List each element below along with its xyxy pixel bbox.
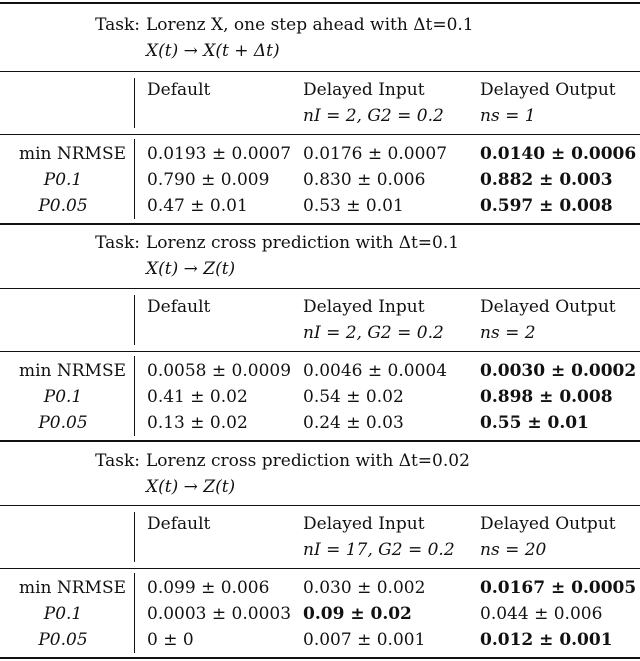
- section-1-bottom-rule: [0, 223, 640, 225]
- section-2-p01-default: 0.41 ± 0.02: [147, 387, 248, 407]
- section-3-task-title: Lorenz cross prediction with Δt=0.02: [146, 451, 470, 471]
- section-1-p005-default: 0.47 ± 0.01: [147, 196, 248, 216]
- section-2-delayed-input-header: Delayed Input: [303, 297, 425, 317]
- section-2-body-separator: [134, 356, 135, 436]
- section-1-delayed-output-params: ns = 1: [480, 106, 536, 126]
- section-2-p005-delayed-input: 0.24 ± 0.03: [303, 413, 404, 433]
- section-1-delayed-input-header: Delayed Input: [303, 80, 425, 100]
- section-3-min-nrmse-delayed-input: 0.030 ± 0.002: [303, 578, 426, 598]
- section-2-header-rule: [0, 288, 640, 289]
- top-rule: [0, 2, 640, 4]
- section-1-body-separator: [134, 139, 135, 219]
- section-3-p005-default: 0 ± 0: [147, 630, 194, 650]
- section-1-delayed-input-params: nI = 2, G2 = 0.2: [303, 106, 444, 126]
- section-2-delayed-input-params: nI = 2, G2 = 0.2: [303, 323, 444, 343]
- section-3-delayed-output-params: ns = 20: [480, 540, 547, 560]
- section-1-min-nrmse-default: 0.0193 ± 0.0007: [147, 144, 292, 164]
- section-1-p01-delayed-input: 0.830 ± 0.006: [303, 170, 426, 190]
- section-2-min-nrmse-label: min NRMSE: [18, 361, 126, 381]
- section-2-p005-delayed-output: 0.55 ± 0.01: [480, 413, 589, 433]
- section-2-header-separator: [134, 295, 135, 345]
- section-2-min-nrmse-default: 0.0058 ± 0.0009: [147, 361, 292, 381]
- section-2-default-header: Default: [147, 297, 211, 317]
- section-3-p005-delayed-input: 0.007 ± 0.001: [303, 630, 426, 650]
- section-2-min-nrmse-delayed-output: 0.0030 ± 0.0002: [480, 361, 637, 381]
- section-2-min-nrmse-delayed-input: 0.0046 ± 0.0004: [303, 361, 448, 381]
- section-1-task-formula: X(t) → X(t + Δt): [146, 41, 280, 61]
- section-3-p005-label: P0.05: [38, 630, 88, 650]
- section-1-p005-delayed-output: 0.597 ± 0.008: [480, 196, 613, 216]
- section-1-p01-label: P0.1: [43, 170, 83, 190]
- section-3-p005-delayed-output: 0.012 ± 0.001: [480, 630, 613, 650]
- section-3-p01-default: 0.0003 ± 0.0003: [147, 604, 292, 624]
- bottom-rule: [0, 657, 640, 659]
- section-3-header-rule: [0, 505, 640, 506]
- section-2-delayed-output-params: ns = 2: [480, 323, 536, 343]
- section-2-p005-label: P0.05: [38, 413, 88, 433]
- section-1-p01-delayed-output: 0.882 ± 0.003: [480, 170, 613, 190]
- section-3-column-rule: [0, 568, 640, 569]
- section-1-min-nrmse-delayed-input: 0.0176 ± 0.0007: [303, 144, 448, 164]
- section-3-task-label: Task:: [95, 451, 140, 471]
- section-1-delayed-output-header: Delayed Output: [480, 80, 616, 100]
- section-2-p01-delayed-output: 0.898 ± 0.008: [480, 387, 613, 407]
- section-2-bottom-rule: [0, 440, 640, 442]
- section-2-task-title: Lorenz cross prediction with Δt=0.1: [146, 233, 460, 253]
- section-1-header-rule: [0, 71, 640, 72]
- section-2-column-rule: [0, 351, 640, 352]
- section-3-min-nrmse-label: min NRMSE: [18, 578, 126, 598]
- section-3-header-separator: [134, 512, 135, 562]
- section-2-p01-delayed-input: 0.54 ± 0.02: [303, 387, 404, 407]
- section-1-default-header: Default: [147, 80, 211, 100]
- section-3-min-nrmse-delayed-output: 0.0167 ± 0.0005: [480, 578, 637, 598]
- section-3-p01-delayed-output: 0.044 ± 0.006: [480, 604, 603, 624]
- section-3-delayed-input-params: nI = 17, G2 = 0.2: [303, 540, 455, 560]
- section-2-task-formula: X(t) → Z(t): [146, 259, 236, 279]
- section-3-delayed-output-header: Delayed Output: [480, 514, 616, 534]
- section-2-p01-label: P0.1: [43, 387, 83, 407]
- section-1-task-label: Task:: [95, 15, 140, 35]
- section-3-delayed-input-header: Delayed Input: [303, 514, 425, 534]
- section-1-task-title: Lorenz X, one step ahead with Δt=0.1: [146, 15, 474, 35]
- section-3-p01-delayed-input: 0.09 ± 0.02: [303, 604, 412, 624]
- section-2-delayed-output-header: Delayed Output: [480, 297, 616, 317]
- section-3-min-nrmse-default: 0.099 ± 0.006: [147, 578, 270, 598]
- section-1-p005-label: P0.05: [38, 196, 88, 216]
- section-1-p005-delayed-input: 0.53 ± 0.01: [303, 196, 404, 216]
- section-1-column-rule: [0, 134, 640, 135]
- section-3-p01-label: P0.1: [43, 604, 83, 624]
- section-2-task-label: Task:: [95, 233, 140, 253]
- section-1-header-separator: [134, 78, 135, 128]
- section-1-min-nrmse-label: min NRMSE: [18, 144, 126, 164]
- section-1-min-nrmse-delayed-output: 0.0140 ± 0.0006: [480, 144, 637, 164]
- section-3-default-header: Default: [147, 514, 211, 534]
- section-3-task-formula: X(t) → Z(t): [146, 477, 236, 497]
- section-2-p005-default: 0.13 ± 0.02: [147, 413, 248, 433]
- section-3-body-separator: [134, 573, 135, 653]
- section-1-p01-default: 0.790 ± 0.009: [147, 170, 270, 190]
